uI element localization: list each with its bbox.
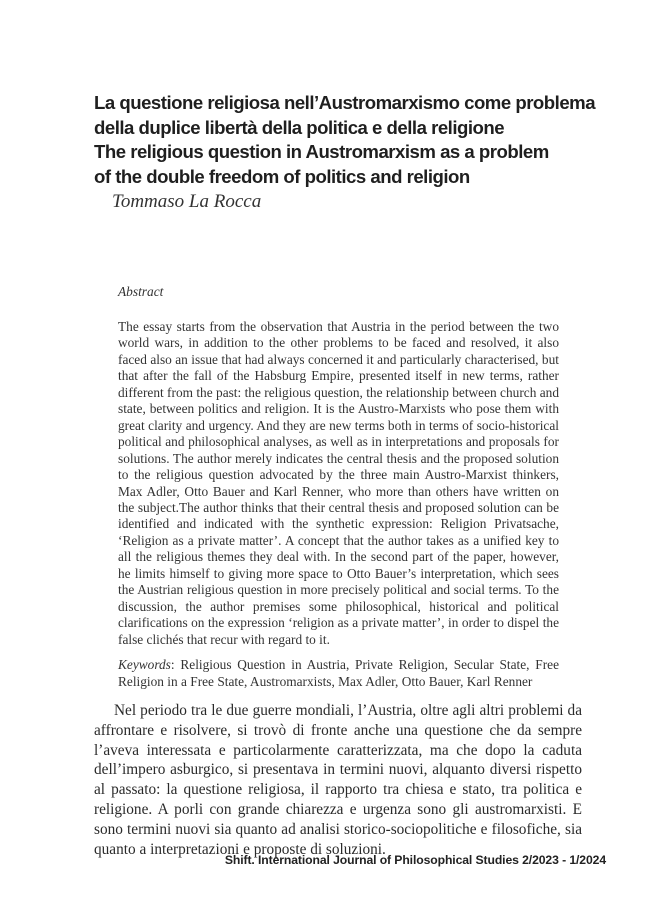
title-english-line-2: of the double freedom of politics and religion (94, 165, 470, 187)
keywords-label: Keywords (118, 657, 171, 673)
article-title-block (94, 91, 614, 213)
title-english-line-1: The religious question in Austromarxism as a problem (94, 141, 549, 163)
title-italian-line-2: della duplice libertà della politica e della religione (94, 116, 505, 138)
keywords-text: : Religious Question in Austria, Private Religion, Secular State, Free Religion in a Free State, Austromarxists, Max Adler, Otto Bauer, Karl Renner (118, 657, 559, 689)
author-name: Tommaso La Rocca (112, 191, 262, 213)
body-paragraph: Nel periodo tra le due guerre mondiali, l’Austria, oltre agli altri problemi da affrontare e risolvere, si trovò di fronte anche una questione che da sempre l’aveva interessata e particolarmente caratterizzata, ma che dopo la caduta dell’impero asburgico, si presentava in termini nuovi, alquanto diversi rispetto al passato: la questione religiosa, il rapporto tra chiesa e stato, tra politica e religione. A porli con grande chiarezza e urgenza sono gli austromarxisti. E sono termini nuovi sia quanto ad analisi storico-sociopolitiche e filosofiche, sia quanto a interpretazioni e proposte di soluzioni. (94, 702, 582, 858)
abstract-section (118, 283, 559, 690)
journal-footer: Shift. International Journal of Philosophical Studies 2/2023 - 1/2024 (224, 853, 606, 867)
abstract-text: The essay starts from the observation that Austria in the period between the two world wars, in addition to the other problems to be faced and resolved, it also faced also an issue that had always concerned it and particularly characterised, but that after the fall of the Habsburg Empire, presented itself in new terms, rather different from the past: the religious question, the relationship between church and state, between politics and religion. It is the Austro-Marxists who pose them with great clarity and urgency. And they are new terms both in terms of socio-historical political and philosophical analyses, as well as in interpretations and proposals for solutions. The author merely indicates the central thesis and the proposed solution to the religious question advocated by the three main Austro-Marxist thinkers, Max Adler, Otto Bauer and Karl Renner, who more than others have written on the subject.The author thinks that their central thesis and proposed solution can be identified and indicated with the synthetic expression: Religion Privatsache, ‘Religion as a private matter’. A concept that the author takes as a unified key to all the religious themes they deal with. In the second part of the paper, however, he limits himself to giving more space to Otto Bauer’s interpretation, which sees the Austrian religious question in more precisely political and social terms. To the discussion, the author premises some philosophical, historical and political clarifications on the expression ‘religion as a private matter’, in order to dispel the false clichés that recur with regard to it. (118, 319, 559, 647)
title-italian-line-1: La questione religiosa nell’Austromarxismo come problema (94, 92, 596, 113)
keywords (118, 657, 559, 690)
abstract-heading: Abstract (118, 284, 164, 299)
